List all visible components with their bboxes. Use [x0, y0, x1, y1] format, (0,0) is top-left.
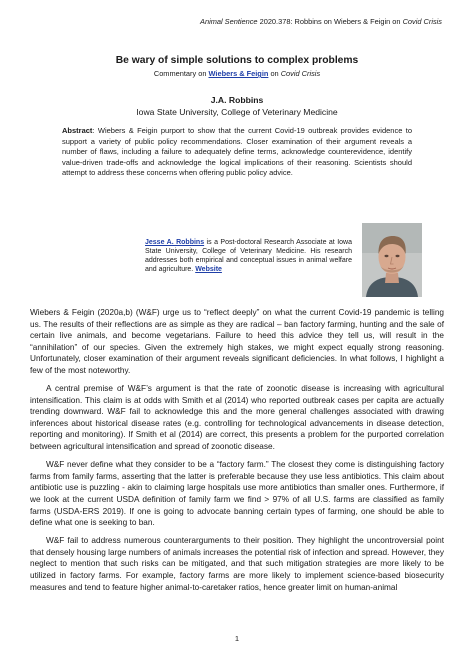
body-paragraph: W&F never define what they consider to be a “factory farm.” The closest they come is distinguishing factory farms from family farms, asserting that the latter is preferable because they use less antibiotics. This claim about antibiotic use is puzzling - akin to claiming large hospitals use more antibiotics than smaller ones. Furthermore, if we look at the current USDA definition of family farm we find > 97% of all U.S. farms are classified as family farms (USDA-ERS 2019). If one is going to advocate banning certain types of farming, one should be able to define what one is seeking to ban. [30, 460, 444, 528]
author-photo [362, 223, 422, 297]
article-body [30, 307, 444, 600]
subtitle-middle: on [268, 69, 281, 78]
running-header-topic: Covid Crisis [402, 17, 442, 26]
page-number: 1 [234, 634, 240, 643]
article-reference: 2020.378: Robbins on Wiebers & Feigin on [257, 17, 403, 26]
subtitle-topic: Covid Crisis [280, 69, 321, 78]
journal-name: Animal Sentience [200, 17, 258, 26]
target-article-link[interactable]: Wiebers & Feigin [208, 69, 269, 78]
bio-text: is a Post-doctoral Research Associate at Iowa State University, College of Veterinary Medicine. His research addresses both empirical and conceptual issues in animal welfare and agriculture. [145, 239, 352, 274]
body-paragraph: W&F fail to address numerous counterarguments to their position. They highlight the uncontroversial point that densely housing large numbers of animals increases the potential risk of infection and spread. However, they neglect to mention that such risks can be mitigated, and that such mitigation strategies are more likely to be utilized in factory farms. For example, factory farms are more likely to implement science-based biosecurity measures and tend to feature higher animal-to-caretaker ratios, hence greater limit on human-animal [30, 536, 444, 592]
author-profile-link[interactable]: Jesse A. Robbins [145, 239, 205, 246]
author-bio [145, 238, 352, 274]
running-header [200, 17, 442, 26]
body-paragraph: A central premise of W&F’s argument is that the rate of zoonotic disease is increasing with agricultural intensification. This claim is at odds with Smith et al (2014) who reported outbreak cases per capita are actually trending downward. W&F fail to acknowledge this and the more general challenges associated with drawing inferences about historical disease rates (e.g. controlling for technological advancements in disease detection, reporting and monitoring). If Smith et al (2014) are correct, this presents a problem for the purported correlation between agricultural intensification and spread of zoonotic disease. [30, 384, 444, 452]
article-title: Be wary of simple solutions to complex problems [115, 55, 359, 66]
subtitle-prefix: Commentary on [153, 69, 209, 78]
abstract-label: Abstract [62, 126, 93, 135]
body-paragraph: Wiebers & Feigin (2020a,b) (W&F) urge us to “reflect deeply” on what the current Covid-19 pandemic is telling us. The results of their reflections are as simple as they are radical – ban factory farming, hunting and the sale of certain live animals, and become vegetarians. Failure to heed this advice they tell us, will result in the “annihilation” of our species. Given the extremely high stakes, we might expect equally strong reasoning. Unfortunately, closer examination of their argument reveals significant deficiencies. In what follows, I highlight a few of the most noteworthy. [30, 308, 444, 375]
abstract-text: : Wiebers & Feigin purport to show that the current Covid-19 outbreak provides evidence to support a variety of public policy recommendations. Closer examination of their argument reveals a number of flaws, including a failure to adequately define terms, acknowledge counterevidence, identify value-driven trade-offs and acknowledge the logical implications of their reasoning. Scientists should attempt to address these concerns when offering public policy advice. [62, 126, 412, 178]
author-affiliation: Iowa State University, College of Veterinary Medicine [136, 107, 338, 117]
website-link[interactable]: Website [195, 266, 222, 274]
author-portrait-icon [362, 223, 422, 297]
author-name: J.A. Robbins [210, 95, 264, 105]
abstract [62, 126, 412, 179]
article-subtitle [0, 69, 474, 78]
